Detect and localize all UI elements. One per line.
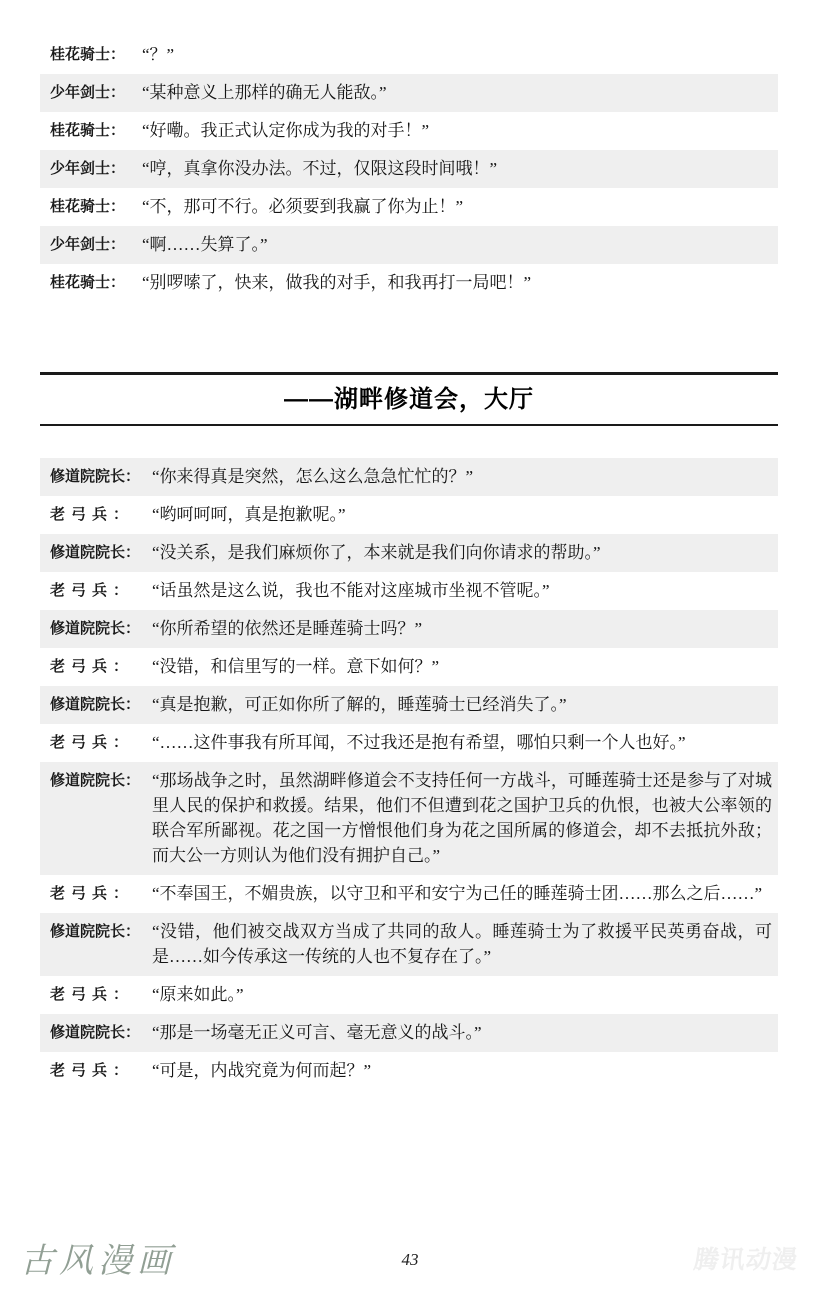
dialogue-row [40, 762, 778, 875]
scene-header-rule-bottom [40, 424, 778, 426]
speaker-name: 老弓兵： [50, 885, 135, 902]
dialogue-row [40, 150, 778, 188]
dialogue-row [40, 976, 778, 1014]
dialogue-block-top [40, 36, 778, 302]
dialogue-text: “没关系，是我们麻烦你了，本来就是我们向你请求的帮助。” [152, 543, 601, 562]
dialogue-text: “你所希望的依然还是睡莲骑士吗？” [152, 619, 423, 638]
speaker-name: 老弓兵： [50, 734, 135, 751]
speaker-name: 修道院院长： [50, 923, 141, 940]
dialogue-row [40, 572, 778, 610]
dialogue-row [40, 875, 778, 913]
dialogue-text: “你来得真是突然，怎么这么急急忙忙的？” [152, 467, 474, 486]
speaker-name: 修道院院长： [50, 620, 141, 637]
dialogue-row [40, 112, 778, 150]
dialogue-text: “原来如此。” [152, 985, 244, 1004]
dialogue-text: “不，那可不行。必须要到我赢了你为止！” [142, 197, 464, 216]
watermark-left: 古风漫画 [20, 1243, 176, 1280]
speaker-name: 桂花骑士： [50, 198, 126, 215]
dialogue-text: “哟呵呵呵，真是抱歉呢。” [152, 505, 346, 524]
scene-title: ——湖畔修道会，大厅 [284, 386, 534, 413]
speaker-name: 修道院院长： [50, 696, 141, 713]
dialogue-text: “没错，和信里写的一样。意下如何？” [152, 657, 440, 676]
speaker-name: 老弓兵： [50, 658, 135, 675]
dialogue-text: “哼，真拿你没办法。不过，仅限这段时间哦！” [142, 159, 498, 178]
speaker-name: 桂花骑士： [50, 122, 126, 139]
dialogue-text: “真是抱歉，可正如你所了解的，睡莲骑士已经消失了。” [152, 695, 567, 714]
dialogue-text: “啊……失算了。” [142, 235, 268, 254]
dialogue-row [40, 188, 778, 226]
dialogue-row [40, 458, 778, 496]
dialogue-row [40, 1052, 778, 1090]
speaker-name: 修道院院长： [50, 468, 141, 485]
speaker-name: 少年剑士： [50, 160, 126, 177]
dialogue-text: “可是，内战究竟为何而起？” [152, 1061, 372, 1080]
dialogue-row [40, 724, 778, 762]
dialogue-row [40, 496, 778, 534]
dialogue-row [40, 534, 778, 572]
dialogue-text: “不奉国王，不媚贵族，以守卫和平和安宁为己任的睡莲骑士团……那么之后……” [152, 884, 763, 903]
speaker-name: 修道院院长： [50, 772, 141, 789]
speaker-name: 修道院院长： [50, 1024, 141, 1041]
speaker-name: 老弓兵： [50, 1062, 135, 1079]
dialogue-block-bottom [40, 458, 778, 1090]
page-number: 43 [401, 1250, 419, 1269]
dialogue-text: “？” [142, 45, 175, 64]
dialogue-text: “……这件事我有所耳闻，不过我还是抱有希望，哪怕只剩一个人也好。” [152, 733, 686, 752]
dialogue-text: “别啰嗦了，快来，做我的对手，和我再打一局吧！” [142, 273, 532, 292]
dialogue-row [40, 686, 778, 724]
dialogue-row [40, 610, 778, 648]
speaker-name: 少年剑士： [50, 236, 126, 253]
speaker-name: 老弓兵： [50, 506, 135, 523]
speaker-name: 老弓兵： [50, 582, 135, 599]
page-footer [0, 1238, 820, 1291]
dialogue-row [40, 1014, 778, 1052]
speaker-name: 老弓兵： [50, 986, 135, 1003]
dialogue-text: “那场战争之时，虽然湖畔修道会不支持任何一方战斗，可睡莲骑士还是参与了对城里人民的保护和救援。结果，他们不但遭到花之国护卫兵的仇恨，也被大公率领的联合军所鄙视。花之国一方憎恨他们身为花之国所属的修道会，却不去抵抗外敌；而大公一方则认为他们没有拥护自己。” [152, 771, 772, 865]
dialogue-text: “某种意义上那样的确无人能敌。” [142, 83, 387, 102]
dialogue-text: “那是一场毫无正义可言、毫无意义的战斗。” [152, 1023, 482, 1042]
speaker-name: 少年剑士： [50, 84, 126, 101]
dialogue-text: “话虽然是这么说，我也不能对这座城市坐视不管呢。” [152, 581, 550, 600]
dialogue-text: “好嘞。我正式认定你成为我的对手！” [142, 121, 430, 140]
dialogue-row [40, 36, 778, 74]
watermark-right: 腾讯动漫 [692, 1246, 800, 1274]
speaker-name: 桂花骑士： [50, 46, 126, 63]
speaker-name: 桂花骑士： [50, 274, 126, 291]
dialogue-row [40, 264, 778, 302]
speaker-name: 修道院院长： [50, 544, 141, 561]
dialogue-text: “没错，他们被交战双方当成了共同的敌人。睡莲骑士为了救援平民英勇奋战，可是……如今传承这一传统的人也不复存在了。” [152, 922, 772, 966]
dialogue-row [40, 226, 778, 264]
dialogue-row [40, 74, 778, 112]
dialogue-row [40, 648, 778, 686]
scene-header [40, 372, 778, 426]
dialogue-row [40, 913, 778, 976]
